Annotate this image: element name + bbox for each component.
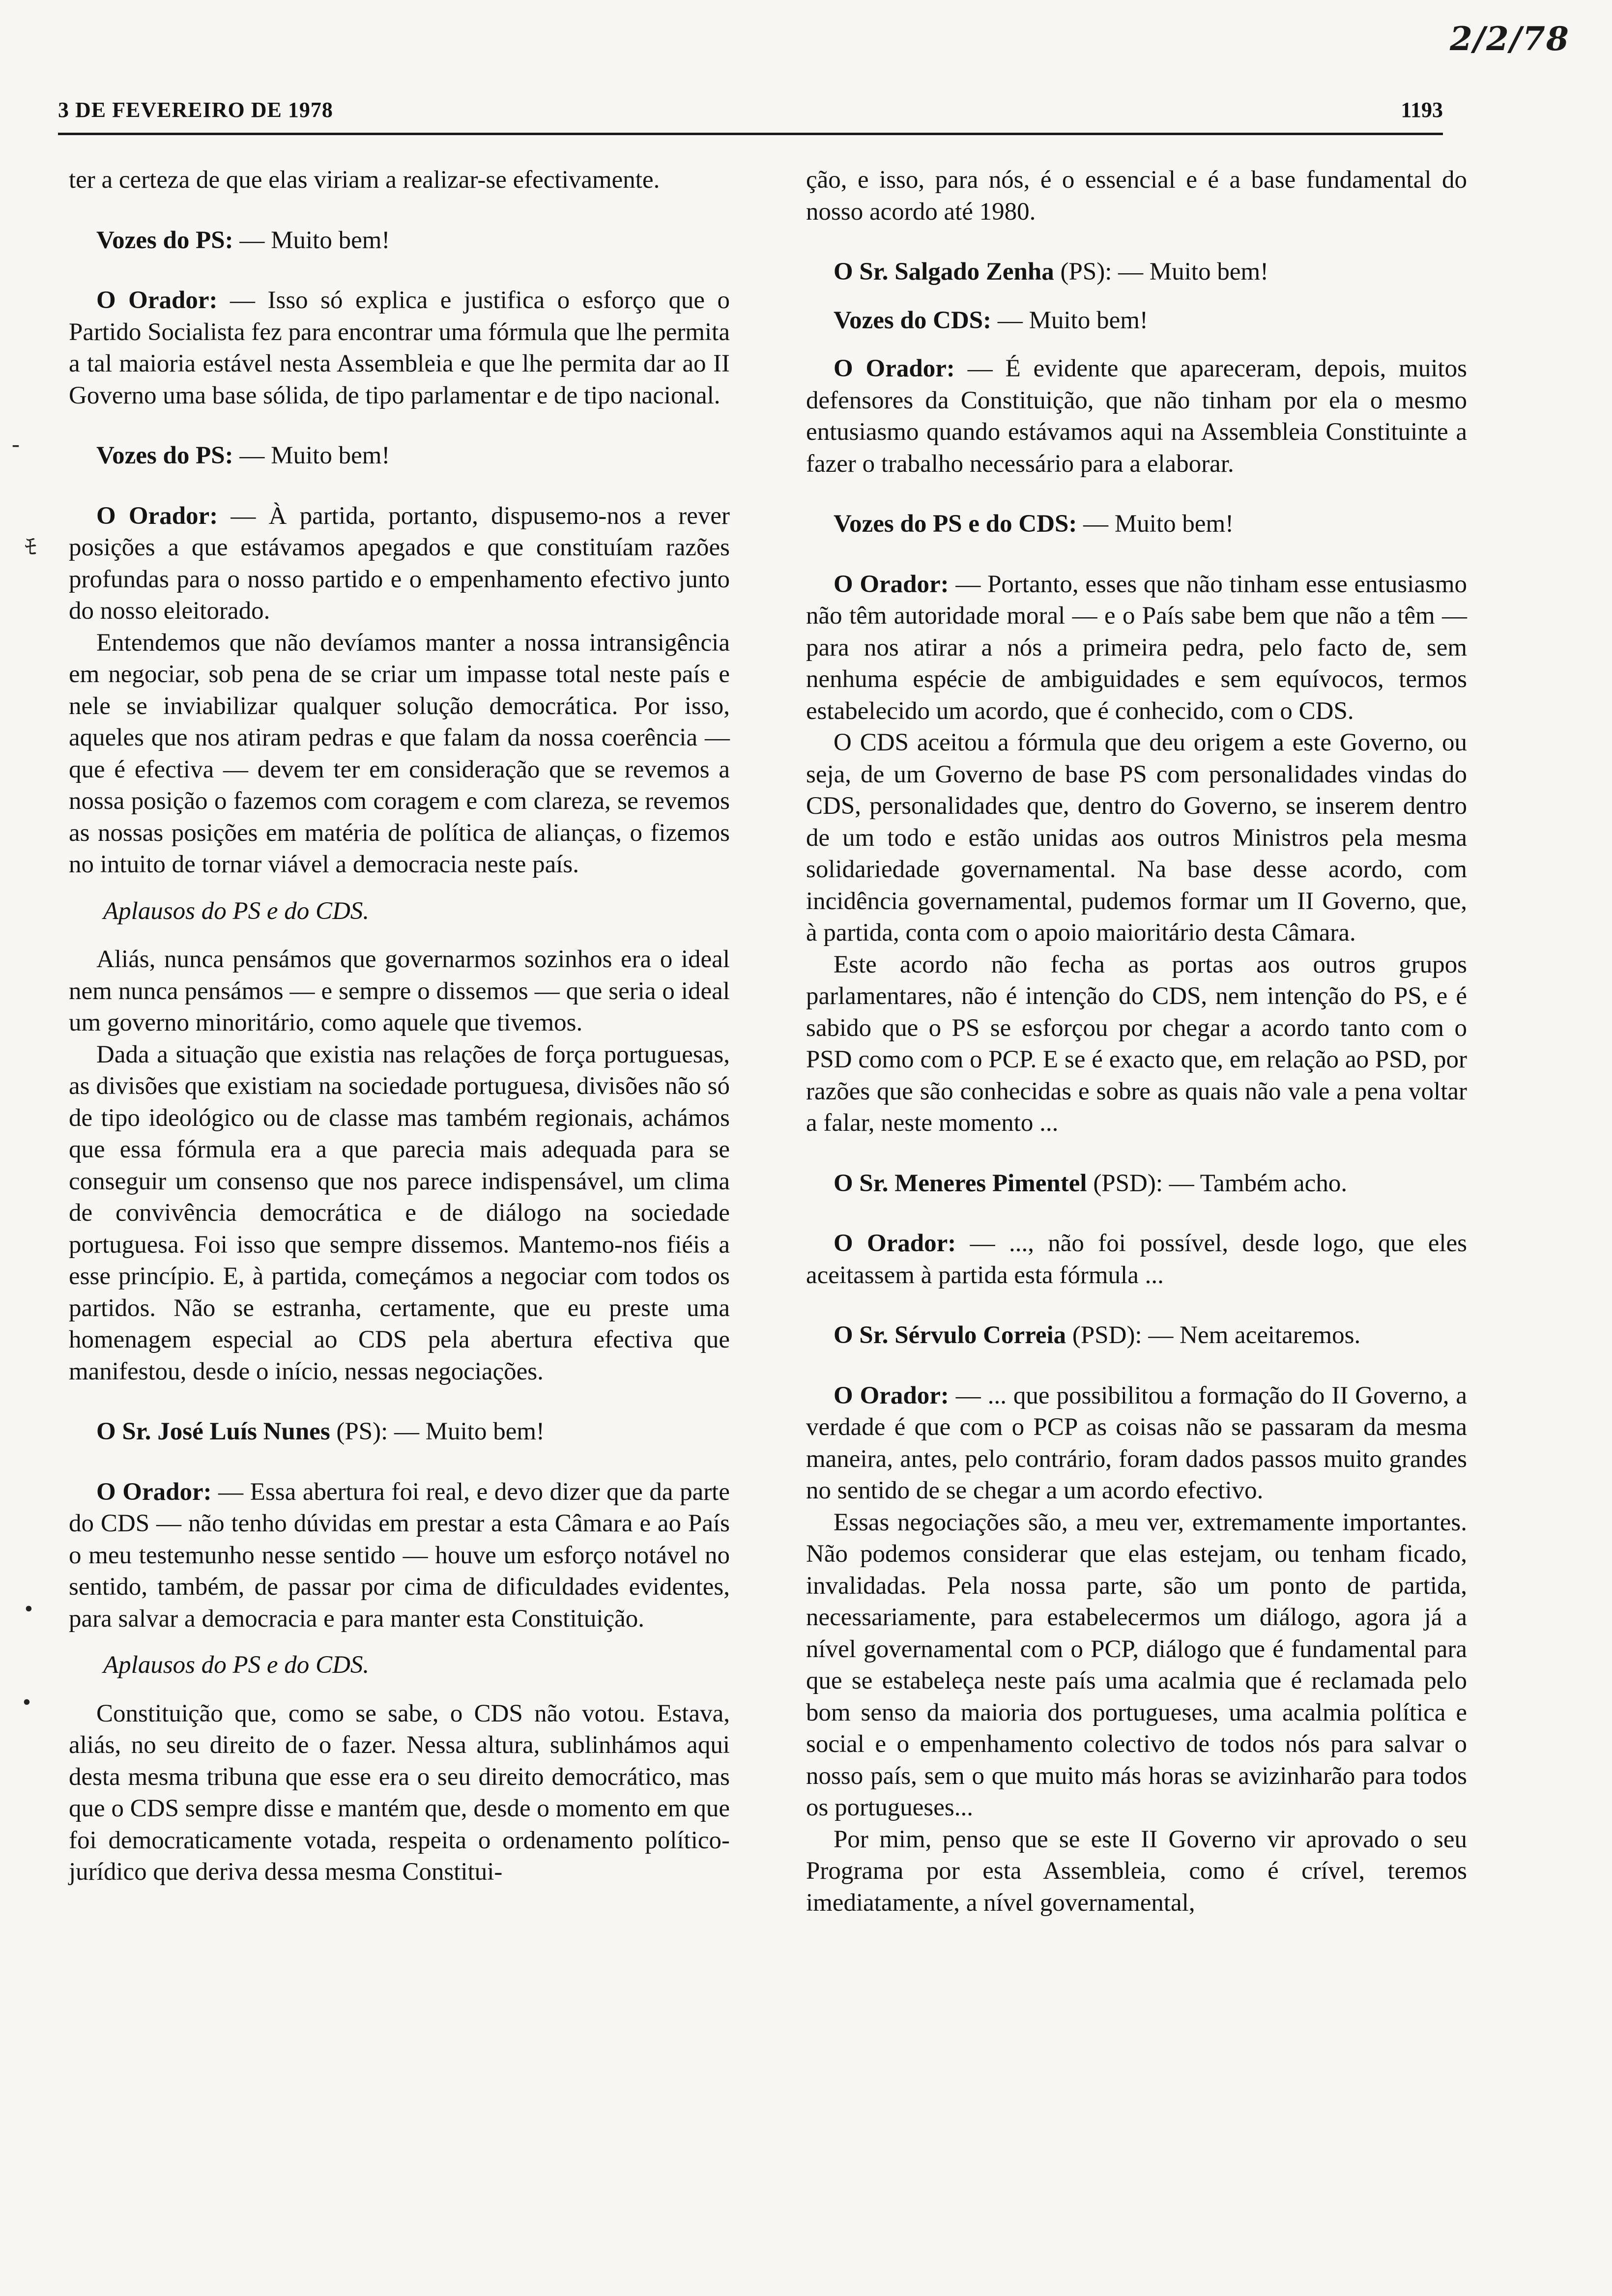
speech-paragraph xyxy=(806,256,1467,288)
speech-paragraph xyxy=(69,225,730,257)
speech-paragraph xyxy=(806,1228,1467,1291)
speech-paragraph xyxy=(806,1320,1467,1351)
speaker-name: O Orador: xyxy=(96,1478,212,1506)
speaker-name: Vozes do PS: xyxy=(96,226,233,254)
body-paragraph: Constituição que, como se sabe, o CDS não votou. Estava, aliás, no seu direito de o fazer. Nessa altura, sublinhámos aqui desta mesma tribuna que esse era o seu direito democrático, mas que o CDS sempre disse e mantém que, desde o momento em que foi democraticamente votada, respeita o ordenamento político-jurídico que deriva dessa mesma Constitui- xyxy=(69,1699,730,1886)
speaker-name: Vozes do PS e do CDS: xyxy=(834,510,1077,538)
header-date: 3 DE FEVEREIRO DE 1978 xyxy=(58,98,333,122)
speaker-name: O Orador: xyxy=(96,287,218,314)
speech-text: — Também acho. xyxy=(1163,1169,1348,1197)
body-paragraph: Essas negociações são, a meu ver, extremamente importantes. Não podemos considerar que elas estejam, ou tenham ficado, invalidadas. Pela nossa parte, são um ponto de partida, necessariamente, para estabelecermos um diálogo, agora já a nível governamental com o PCP, diálogo que é fundamental para que se estabeleça neste país uma acalmia que é reclamada pelo bom senso da maioria dos portugueses, uma acalmia política e social e o empenhamento colectivo de todos nós para salvar o nosso país, sem o que muito más horas se avizinharão para todos os portugueses... xyxy=(806,1508,1467,1821)
speech-text: — À partida, portanto, dispusemo-nos a rever posições a que estávamos apegados e que constituíam razões profundas para o nosso partido e o empenhamento efectivo junto do nosso eleitorado. xyxy=(69,502,730,625)
speech-text: — Muito bem! xyxy=(233,226,390,254)
handwritten-date-stamp: 2/2/78 xyxy=(1450,20,1570,58)
speech-paragraph xyxy=(69,1416,730,1448)
speaker-party: (PS): xyxy=(1054,258,1112,286)
speaker-name: O Orador: xyxy=(834,1230,956,1257)
page-header xyxy=(58,97,1443,135)
speech-text: — É evidente que apareceram, depois, muitos defensores da Constituição, que não tinham por ela o mesmo entusiasmo quando estávamos aqui na Assembleia Constituinte a fazer o trabalho necessário para a elaborar. xyxy=(806,355,1467,478)
body-paragraph: Entendemos que não devíamos manter a nossa intransigência em negociar, sob pena de se criar um impasse total neste país e nele se inviabilizar qualquer solução democrática. Por isso, aqueles que nos atiram pedras e que falam da nossa coerência — que é efectiva — devem ter em consideração que se revemos a nossa posição o fazemos com coragem e com clareza, se revemos as nossas posições em matéria de política de alianças, o fizemos no intuito de tornar viável a democracia neste país. xyxy=(69,629,730,878)
speaker-name: O Orador: xyxy=(834,1381,949,1409)
margin-mark: - xyxy=(12,431,20,457)
speaker-party: (PSD): xyxy=(1087,1169,1163,1197)
left-text-column xyxy=(69,164,730,1888)
speech-text: — Nem aceitaremos. xyxy=(1142,1321,1361,1349)
margin-mark: • xyxy=(25,1596,33,1622)
speech-text: — Muito bem! xyxy=(1112,258,1269,286)
speech-paragraph xyxy=(69,440,730,472)
speaker-name: O Sr. Meneres Pimentel xyxy=(834,1169,1087,1197)
applause-note: Aplausos do PS e do CDS. xyxy=(103,897,370,925)
speaker-name: O Orador: xyxy=(834,570,949,598)
body-paragraph: ter a certeza de que elas viriam a realizar-se efectivamente. xyxy=(69,166,660,194)
body-paragraph: Por mim, penso que se este II Governo vir aprovado o seu Programa por esta Assembleia, como é crível, teremos imediatamente, a nível governamental, xyxy=(806,1825,1467,1917)
speech-text: — Muito bem! xyxy=(1077,510,1234,538)
speech-paragraph xyxy=(806,1168,1467,1200)
speech-paragraph xyxy=(806,508,1467,540)
speech-text: — Isso só explica e justifica o esforço que o Partido Socialista fez para encontrar uma fórmula que lhe permita a tal maioria estável nesta Assembleia e que lhe permita dar ao II Governo uma base sólida, de tipo parlamentar e de tipo nacional. xyxy=(69,287,730,409)
speech-paragraph xyxy=(806,353,1467,480)
page-number: 1193 xyxy=(1401,98,1443,122)
speech-text: — ..., não foi possível, desde logo, que eles aceitassem à partida esta fórmula ... xyxy=(806,1230,1467,1289)
speaker-name: O Orador: xyxy=(834,355,955,382)
body-paragraph: Este acordo não fecha as portas aos outros grupos parlamentares, não é intenção do CDS, nem intenção do PS, e é sabido que o PS se esforçou por chegar a acordo tanto com o PSD como com o PCP. E se é exacto que, em relação ao PSD, por razões que são conhecidas e sobre as quais não vale a pena voltar a falar, neste momento ... xyxy=(806,950,1467,1137)
speaker-name: O Sr. José Luís Nunes xyxy=(96,1418,330,1445)
speaker-name: Vozes do PS: xyxy=(96,442,233,469)
body-paragraph: Aliás, nunca pensámos que governarmos sozinhos era o ideal nem nunca pensámos — e sempre o dissemos — que seria o ideal um governo minoritário, como aquele que tivemos. xyxy=(69,946,730,1036)
speech-text: — ... que possibilitou a formação do II Governo, a verdade é que com o PCP as coisas não se passaram da mesma maneira, antes, pelo contrário, foram dados passos muito grandes no sentido de se chegar a um acordo efectivo. xyxy=(806,1381,1467,1504)
body-paragraph: ção, e isso, para nós, é o essencial e é a base fundamental do nosso acordo até 1980. xyxy=(806,166,1467,226)
speech-paragraph xyxy=(806,569,1467,727)
speech-text: — Portanto, esses que não tinham esse entusiasmo não têm autoridade moral — e o País sabe bem que não a têm — para nos atirar a nós a primeira pedra, pelo facto de, sem nenhuma espécie de ambiguidades e sem equívocos, termos estabelecido um acordo, que é conhecido, com o CDS. xyxy=(806,570,1468,725)
speech-text: — Muito bem! xyxy=(991,306,1148,334)
speech-text: — Muito bem! xyxy=(388,1418,545,1445)
speech-paragraph xyxy=(806,1380,1467,1507)
speech-text: — Essa abertura foi real, e devo dizer que da parte do CDS — não tenho dúvidas em prestar a esta Câmara e ao País o meu testemunho nesse sentido — houve um esforço notável no sentido, também, de passar por cima de dificuldades evidentes, para salvar a democracia e para manter esta Constituição. xyxy=(69,1478,730,1633)
speech-paragraph xyxy=(806,305,1467,337)
speech-text: — Muito bem! xyxy=(233,442,390,469)
right-text-column xyxy=(806,164,1467,1919)
applause-note: Aplausos do PS e do CDS. xyxy=(103,1651,370,1679)
speaker-name: O Sr. Salgado Zenha xyxy=(834,258,1054,286)
speaker-party: (PSD): xyxy=(1066,1321,1142,1349)
speaker-name: O Sr. Sérvulo Correia xyxy=(834,1321,1066,1349)
margin-mark: • xyxy=(23,1689,31,1715)
speech-paragraph xyxy=(69,1476,730,1635)
speaker-name: Vozes do CDS: xyxy=(834,306,992,334)
body-paragraph: Dada a situação que existia nas relações de força portuguesas, as divisões que existiam na sociedade portuguesa, divisões não só de tipo ideológico ou de classe mas também regionais, achámos que essa fórmula era a que parecia mais adequada para se conseguir um consenso que nos parece indispensável, um clima de convivência democrática e de diálogo na sociedade portuguesa. Foi isso que sempre dissemos. Mantemo-nos fiéis a esse princípio. E, à partida, começámos a negociar com todos os partidos. Não se estranha, certamente, que eu preste uma homenagem especial ao CDS pela abertura efectiva que manifestou, desde o início, nessas negociações. xyxy=(69,1040,730,1385)
margin-mark: ﾓ xyxy=(25,534,37,560)
speech-paragraph xyxy=(69,500,730,627)
speech-paragraph xyxy=(69,285,730,411)
speaker-name: O Orador: xyxy=(96,502,218,530)
speaker-party: (PS): xyxy=(330,1418,388,1445)
body-paragraph: O CDS aceitou a fórmula que deu origem a este Governo, ou seja, de um Governo de base PS com personalidades vindas do CDS, personalidades que, dentro do Governo, se inserem dentro de um todo e estão unidas aos outros Ministros pela mesma solidariedade governamental. Na base desse acordo, com incidência governamental, pudemos formar um II Governo, que, à partida, conta com o apoio maioritário desta Câmara. xyxy=(806,729,1467,947)
